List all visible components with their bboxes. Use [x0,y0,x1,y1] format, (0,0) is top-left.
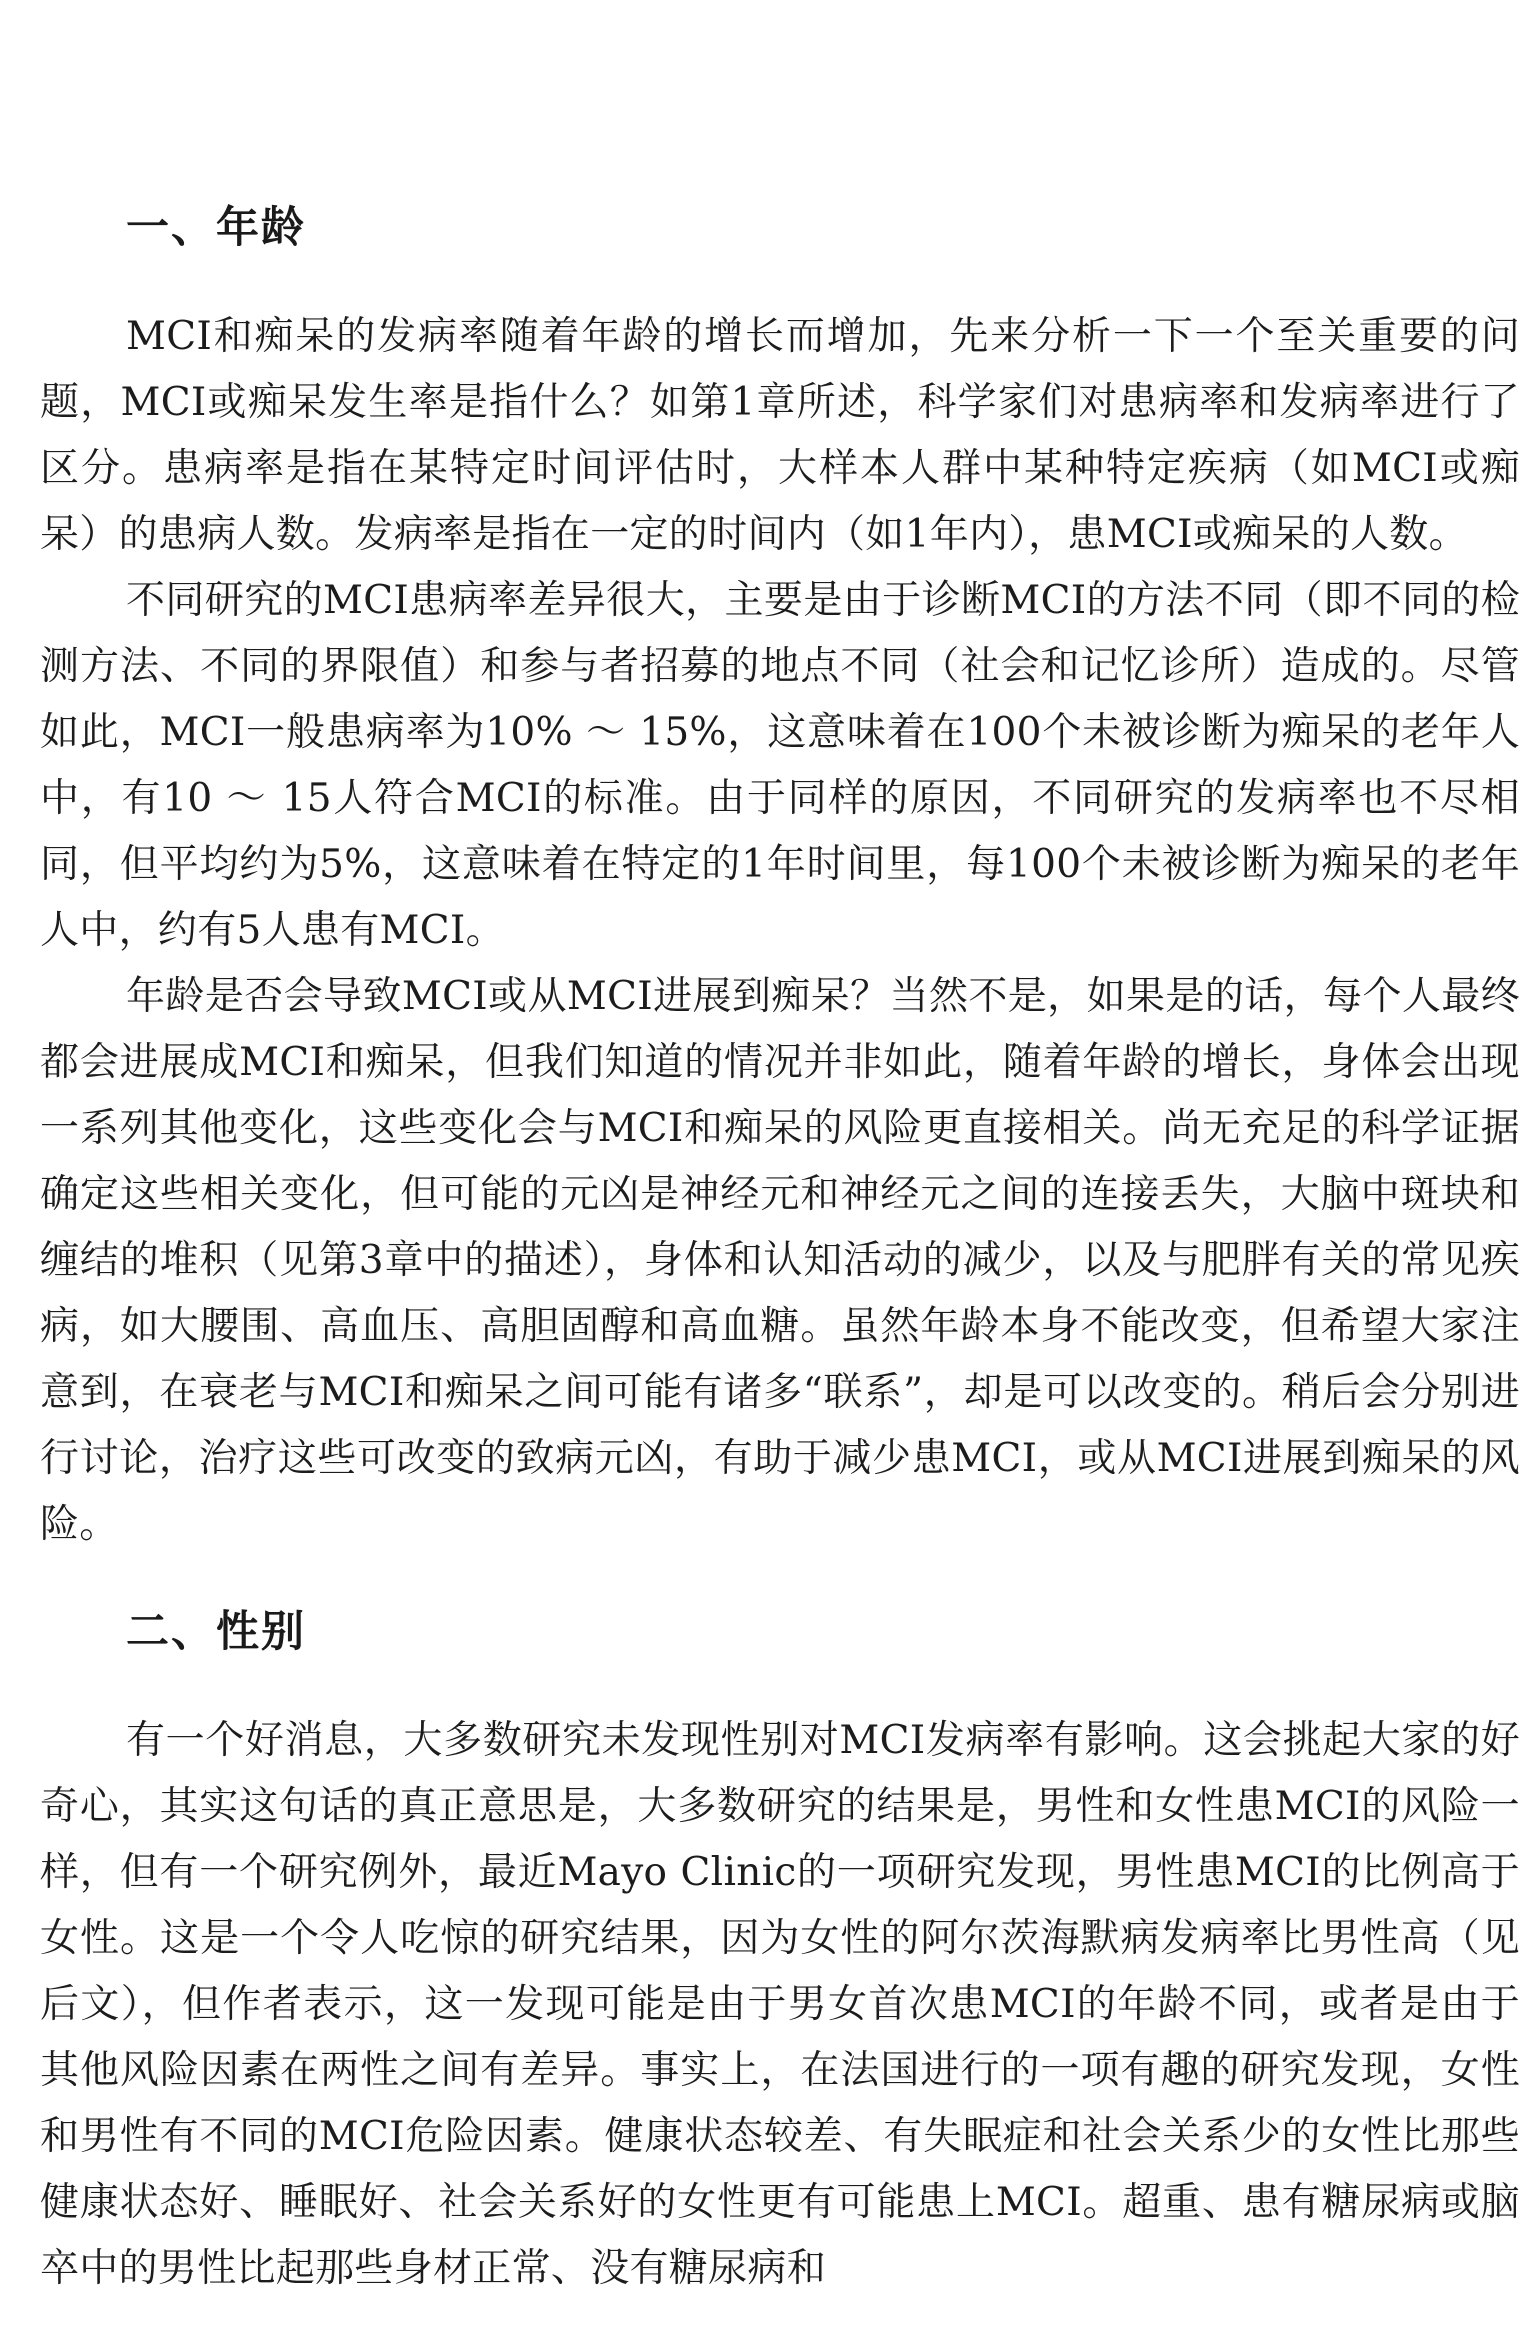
paragraph: 不同研究的MCI患病率差异很大，主要是由于诊断MCI的方法不同（即不同的检测方法、不同的界限值）和参与者招募的地点不同（社会和记忆诊所）造成的。尽管如此，MCI一般患病率为10% ～ 15%，这意味着在100个未被诊断为痴呆的老年人中，有10 ～ 15人符合MCI的标准。由于同样的原因，不同研究的发病率也不尽相同，但平均约为5%，这意味着在特定的1年时间里，每100个未被诊断为痴呆的老年人中，约有5人患有MCI。 [40,578,1520,953]
paragraph: 年龄是否会导致MCI或从MCI进展到痴呆？当然不是，如果是的话，每个人最终都会进展成MCI和痴呆，但我们知道的情况并非如此，随着年龄的增长，身体会出现一系列其他变化，这些变化会与MCI和痴呆的风险更直接相关。尚无充足的科学证据确定这些相关变化，但可能的元凶是神经元和神经元之间的连接丢失，大脑中斑块和缠结的堆积（见第3章中的描述），身体和认知活动的减少，以及与肥胖有关的常见疾病，如大腰围、高血压、高胆固醇和高血糖。虽然年龄本身不能改变，但希望大家注意到，在衰老与MCI和痴呆之间可能有诸多“联系”，却是可以改变的。稍后会分别进行讨论，治疗这些可改变的致病元凶，有助于减少患MCI，或从MCI进展到痴呆的风险。 [40,974,1520,1547]
section-heading-age: 一、年龄 [126,203,306,253]
section-heading-gender: 二、性别 [126,1607,306,1657]
paragraph: MCI和痴呆的发病率随着年龄的增长而增加，先来分析一下一个至关重要的问题，MCI或痴呆发生率是指什么？如第1章所述，科学家们对患病率和发病率进行了区分。患病率是指在某特定时间评估时，大样本人群中某种特定疾病（如MCI或痴呆）的患病人数。发病率是指在一定的时间内（如1年内），患MCI或痴呆的人数。 [40,314,1520,557]
page-content [40,200,1520,2302]
paragraph: 有一个好消息，大多数研究未发现性别对MCI发病率有影响。这会挑起大家的好奇心，其实这句话的真正意思是，大多数研究的结果是，男性和女性患MCI的风险一样，但有一个研究例外，最近Mayo Clinic的一项研究发现，男性患MCI的比例高于女性。这是一个令人吃惊的研究结果，因为女性的阿尔茨海默病发病率比男性高（见后文），但作者表示，这一发现可能是由于男女首次患MCI的年龄不同，或者是由于其他风险因素在两性之间有差异。事实上，在法国进行的一项有趣的研究发现，女性和男性有不同的MCI危险因素。健康状态较差、有失眠症和社会关系少的女性比那些健康状态好、睡眠好、社会关系好的女性更有可能患上MCI。超重、患有糖尿病或脑卒中的男性比起那些身材正常、没有糖尿病和 [40,1718,1520,2291]
